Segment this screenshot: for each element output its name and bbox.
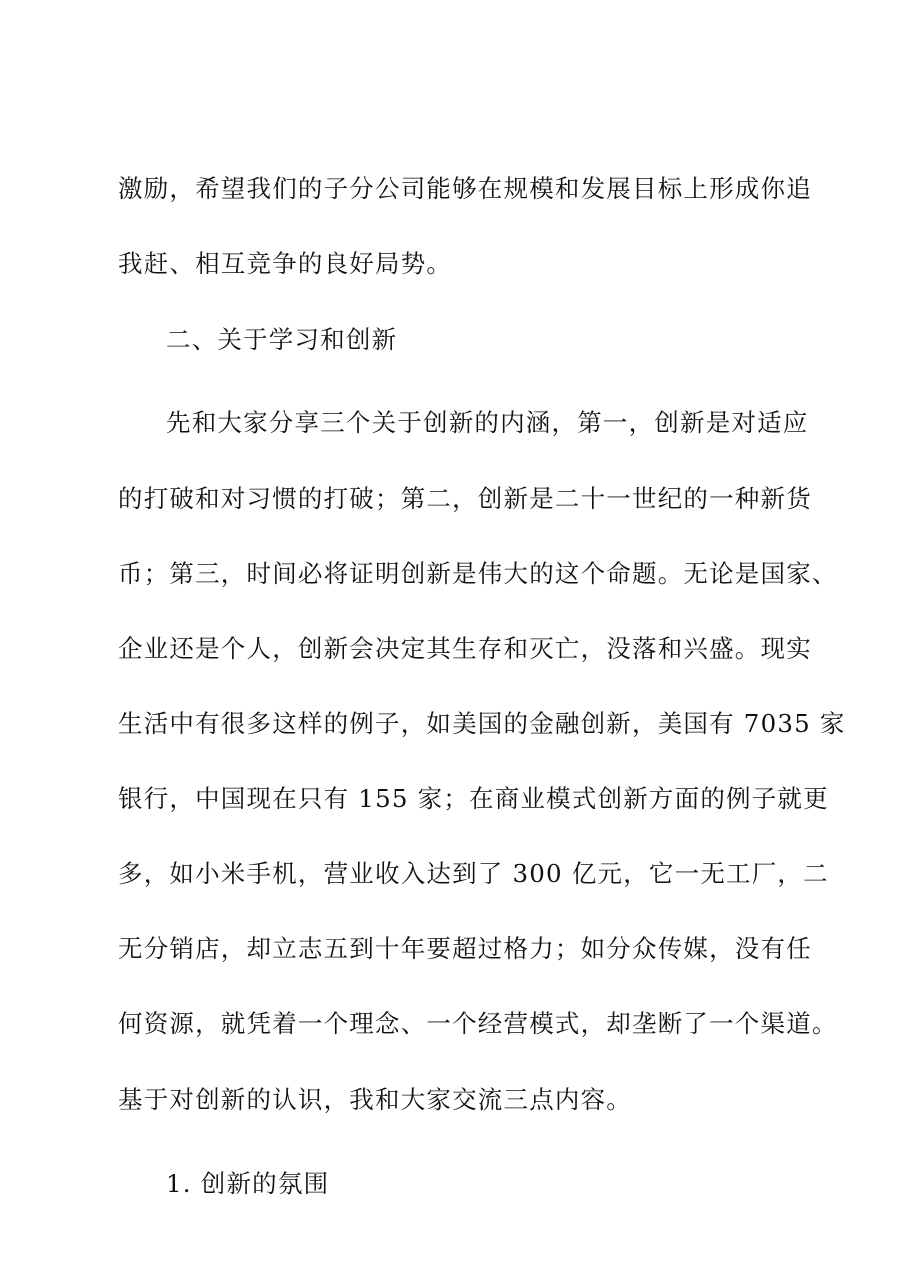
paragraph-line: 先和大家分享三个关于创新的内涵，第一，创新是对适应: [166, 408, 809, 437]
subsection-heading: 1. 创新的氛围: [166, 1169, 330, 1198]
paragraph-line: 何资源，就凭着一个理念、一个经营模式，却垄断了一个渠道。: [118, 1009, 838, 1038]
paragraph-line: 币；第三，时间必将证明创新是伟大的这个命题。无论是国家、: [118, 559, 838, 588]
section-heading: 二、关于学习和创新: [166, 325, 398, 354]
paragraph-line: 银行，中国现在只有 155 家；在商业模式创新方面的例子就更: [118, 784, 829, 813]
paragraph-line: 多，如小米手机，营业收入达到了 300 亿元，它一无工厂，二: [118, 859, 829, 888]
paragraph-line: 激励，希望我们的子分公司能够在规模和发展目标上形成你追: [118, 174, 812, 203]
paragraph-line: 基于对创新的认识，我和大家交流三点内容。: [118, 1085, 632, 1114]
paragraph-line: 生活中有很多这样的例子，如美国的金融创新，美国有 7035 家: [118, 709, 846, 738]
paragraph-line: 的打破和对习惯的打破；第二，创新是二十一世纪的一种新货: [118, 484, 812, 513]
paragraph-line: 无分销店，却立志五到十年要超过格力；如分众传媒，没有任: [118, 934, 812, 963]
paragraph-line: 企业还是个人，创新会决定其生存和灭亡，没落和兴盛。现实: [118, 634, 812, 663]
paragraph-line: 我赶、相互竞争的良好局势。: [118, 249, 453, 278]
